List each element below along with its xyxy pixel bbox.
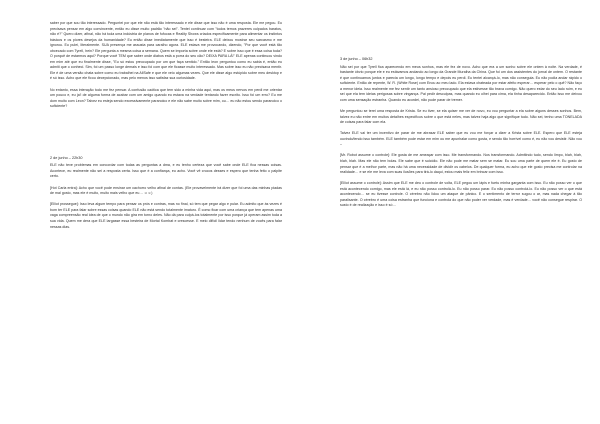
diary-entry-june-2: [50, 156, 282, 230]
entry-paragraph-4: [Mr. Robot assume o controle]: Ele gosta de me ameaçar com isso. Me transformando. Nos transformando. Admitindo tudo, sendo limpo, blah, blah, blah, blah. Mas ele não tem bolas. Ele sabe que é suicídio. Ele não pode me matar sem se matar. Eu sou uma parte de quem ele é. Eu gosto de pensar que é a melhor parte, mas não há uma necessidade de dividir os cabelos. De qualquer forma, eu acho que ele gosto precisa me controlar na realidade… e se ele me leva com suas ilusões para tirá-lo daqui, estou mais feliz em brincar com isso.: [340, 153, 582, 175]
entry-paragraph-5: [Elliot assume o controle]: Assim que ELE me deu o controle de volta, ELE pegou um lápis e fuetu minha garganta com isso. Eu não posso ver o que está acontecendo comigo, mas ele está lá, e eu não posso controlá-lo. Eu não posso parar. Eu não posso controlá-lo. Eu não posso ver o que está acontecendo… se eu tivesse controle. O cérebro não lidou um ataque de pânico. E o sentimento de terror sugou o ar, mas nada chegar à tão paralisante. O cérebro é uma coisa estranha que funciona e controla do que não poder ver verdade, mas é verdade… você não consegue respirar. O susto é de realização e isso é só…: [340, 181, 582, 208]
entry-paragraph-2: Me perguntou se terei uma resposta de Krista. Se eu tiver, se ela quiser me ver de novo, eu vou perguntar a ela sobre alguns desses sonhos. Bem, talvez eu não entre em muitos detalhes específicos sobre o que está neles, mas talvez haja algo que signifique tudo. Não sei, tenho uma TONELADA de coisas para falar com ela.: [340, 109, 582, 125]
entry-paragraph-1: Não sei por que Tyrell fica aparecendo em meus sonhos, mas ele fez de novo. Acho que era a um sonho sobre ele ontem à noite. Na verdade, é bastante óbvio porque ele e eu estávamos andando ao longo da Grande Muralha da China. Que foi um dos assistentes do jornal de ontem. O restante é que continuamos juntos e parecia um longo, longo tempo e depois eu perdi. Eu tentei alcançá-lo, mas não conseguia. Eu não podia andar rápido o suficiente. Então de repente, W. R. (White Rose) com Enou ao meu lado. Ela estava chateada por estar afeito esperar… esperar pelo o quê? Não faço a menor ideia. Isso realmente me fez sentir um tanto ansioso preocupado que ela estivesse tão brava comigo. Não quero estar do seu lado ruim, e eu sei que ela tem ideias perigosas sobre vingança. Pai pedir desculpas, mas quando eu olhei para cima, ela tinha desaparecido. Então isso me deixou com uma sensação estranha. Quando eu acordei, não pude parar de tremer.: [340, 64, 582, 102]
entry-paragraph-2: [Hot Carla entra]: Acho que você pode ensinar um cachorro velho afinal de contas. (Ele provavelmente irá dizer que foi uma das minhas piadas de mal gosto, mas ele é muito, muito mais velho que eu… ☺☺): [50, 185, 282, 196]
right-page: [300, 0, 600, 424]
left-paragraph-2: No entanto, essa interação todo me fez pensar. A confusão caótica que tem sido a minha vida aqui, mas os meus nervos em perdi me orientar um pouco e, eu ja'i de alguma forma de acabar com um amigo quando eu estava na verdade tentando fazer escrito. Isso foi um erro? Eu me dom muito com Leon? Talvez eu esteja sendo excessivamente paranoico e ele não sabe muito sobre mim, ou… eu não estou sendo paranoico o suficiente?: [50, 87, 282, 109]
entry-paragraph-3: Talvez ELE vai ter um incentivo de parar de me abrasar ELE saber que eu vou me forçar a dizer a Krista sobre ELE. Espero que ELE esteja ouvindo/lendo isso também. ELE também pode estar em mim ou me apunhalar como gosta, e sendo tão horrível como é, eu não vou desistir. Não vou –: [340, 131, 582, 147]
entry-date: 2 de junho – 22h30: [50, 155, 83, 160]
entry-paragraph-1: ELE não teve problemas em concordar com todas as perguntas a dma, e eu tenho certeza que você sabe onde ELE fica nessas coisas. Acontece, eu realmente não sei a resposta certa. Isso que é a confiança, eu acho. Você vê crucos desses e espero que tenha feito o palpite certo.: [50, 163, 282, 179]
entry-paragraph-3: [Elliot prossegue]: Isso leva algum tempo para pensar os prós e contras, mas no final, só tem que pegar algo e pular. Eu admito que às vezes é bom ter ELE para falar sobre essas coisas quando ELE não está sendo totalmente imaturo. É como ficar com uma criança que tem apenas uma vaga compreensão real idea de que o mundo não gira em torno deles. Não dá para culpá-los totalmente por isso porque já operam assim toda a sua vida. Quem me dera que ELE largasse essa besteira de Mortal Kombat e crescesse. E meio difícil lidar tendo nenhum de vocês para falar nessas dias.: [50, 202, 282, 229]
left-paragraph-1: saber por que sou tão interessado. Perguntei por que ele não está tão interessado e ele disse que isso não é uma resposta. Ele me pegou. Eu precisava pensar em algo convincente, então eu disse muito padrão "não sei". Tentei continuar com "todos temos prazeres culpados baratos, não é?" Quero dizer, afinal, não há toda uma indústria de planos de fofocas e Reality Shows criados especificamente para alimentar os instintos básicos e os piores desejos da humanidade? Eu então disse imediatamente que isso é besteira. ELE deixou mostrar seu sarcasmo e me ignorou. Eu pulei, literalmente. SUA presença me assusta para caralho agora. ELE estava me provocando, dizendo, "Por que você está tão obcecado com Tyrell, hein? Ele pergunta a mesma coisa a semana. Quem se importa sobre onde ele está? E sobre isso que é essa coisa toda? O porquê de estarmos aqui? Porque você TEM que saber onde diabos está a porra do seu cão? DEIXA PARA LÁ!" ELE apenas continuou vindo em mim até que eu finalmente disse, "Eu só estou preocupado por um que faça sentido." Então leon perguntou como eu sabia é, então eu admiti que o conheci. Sim, foi um passo longe demais e isso foi com que ele ficasse muito interessado. Mas sobre isso eu não precisava mentir. Ele é de uma versão chata sobre como eu trabalhei na AllSafe e que ele veio algumas vezes. Que ele disse algo estúpido sobre meu desktop e é só isso. Acho que ele ficou decepcionado, mas pelo menos isso satisfaz sua curiosidade.: [50, 21, 282, 81]
entry-date: 3 de junho – 06h32: [340, 57, 373, 61]
diary-entry-june-3: [340, 57, 582, 209]
